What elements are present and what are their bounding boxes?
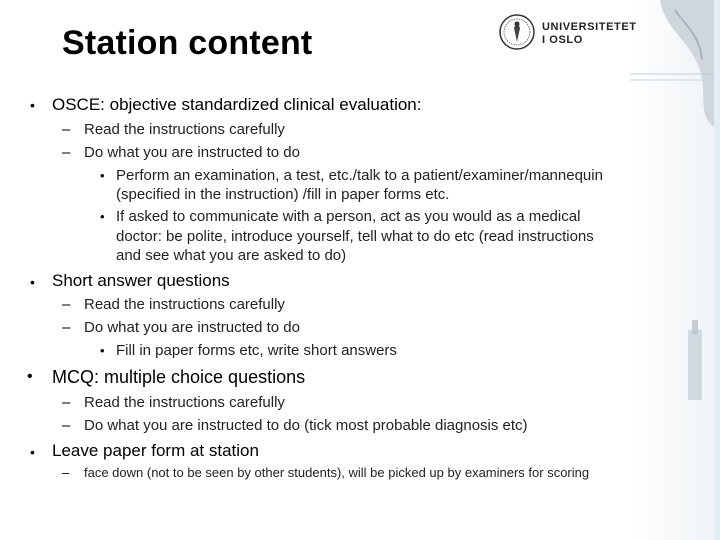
bullet-mcq: MCQ: multiple choice questions	[52, 367, 306, 387]
short-sub-read: Read the instructions carefully	[84, 296, 285, 313]
bullet-icon: •	[30, 274, 35, 290]
dash-icon: –	[62, 417, 71, 434]
university-seal-icon	[498, 12, 536, 52]
bullet-short-answer: Short answer questions	[52, 271, 230, 290]
bullet-leave-paper: Leave paper form at station	[52, 441, 259, 460]
dash-icon: –	[62, 296, 71, 313]
bullet-icon: •	[27, 368, 33, 385]
logo-line-1: UNIVERSITETET	[542, 21, 637, 33]
bullet-icon: •	[100, 209, 105, 224]
short-sub-do: Do what you are instructed to do	[84, 319, 300, 336]
short-sub-do-a: Fill in paper forms etc, write short answers	[116, 342, 397, 359]
university-logo	[498, 12, 638, 54]
mcq-sub-read: Read the instructions carefully	[84, 394, 285, 411]
osce-sub-do: Do what you are instructed to do	[84, 144, 300, 161]
leave-sub: face down (not to be seen by other students), will be picked up by examiners for scoring	[84, 465, 590, 480]
bullet-icon: •	[100, 168, 105, 183]
dash-icon: –	[62, 319, 71, 336]
decorative-statue-image	[630, 0, 720, 540]
bullet-icon: •	[30, 97, 35, 113]
bullet-osce: OSCE: objective standardized clinical evaluation:	[52, 95, 422, 114]
osce-sub-do-b-line3: and see what you are asked to do)	[116, 247, 347, 264]
osce-sub-do-a-line1: Perform an examination, a test, etc./talk to a patient/examiner/mannequin	[116, 167, 603, 184]
bullet-icon: •	[30, 444, 35, 460]
dash-icon: –	[62, 394, 71, 411]
osce-sub-do-b-line1: If asked to communicate with a person, act as you would as a medical	[116, 208, 581, 225]
osce-sub-do-b-line2: doctor: be polite, introduce yourself, tell what to do etc (read instructions	[116, 228, 594, 245]
dash-icon: –	[62, 465, 70, 480]
osce-sub-do-a-line2: (specified in the instruction) /fill in paper forms etc.	[116, 186, 450, 203]
osce-sub-read: Read the instructions carefully	[84, 121, 285, 138]
dash-icon: –	[62, 121, 71, 138]
slide-title: Station content	[62, 24, 313, 62]
mcq-sub-do: Do what you are instructed to do (tick most probable diagnosis etc)	[84, 417, 528, 434]
dash-icon: –	[62, 144, 71, 161]
logo-line-2: I OSLO	[542, 34, 583, 46]
bullet-icon: •	[100, 343, 105, 358]
